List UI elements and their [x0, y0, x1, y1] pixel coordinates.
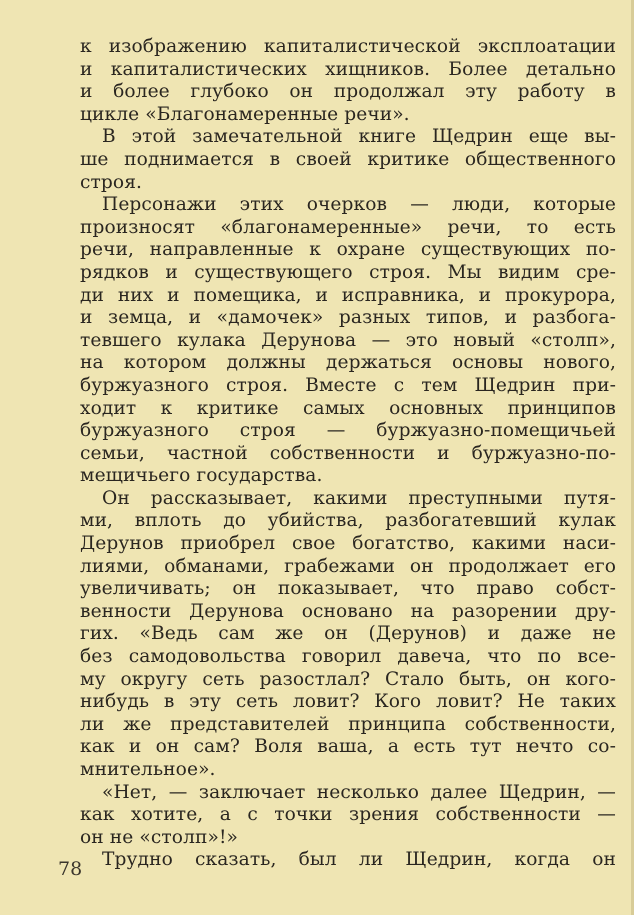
text-line: речи, направленные к охране существующих по- [80, 239, 616, 261]
text-line: гих. «Ведь сам же он (Дерунов) и даже не [80, 623, 616, 645]
text-line: без самодовольства говорил давеча, что по все- [80, 646, 616, 668]
page-body [80, 36, 616, 872]
text-line: строя. [80, 171, 143, 193]
text-line: му округу сеть разостлал? Стало быть, он кого- [80, 668, 616, 690]
text-line: Дерунов приобрел свое богатство, какими наси- [80, 533, 616, 555]
text-line: нибудь в эту сеть ловит? Кого ловит? Не таких [80, 691, 616, 713]
text-line: мнительное». [80, 759, 216, 780]
text-line: и более глубоко он продолжал эту работу в [80, 81, 616, 103]
text-line: рядков и существующего строя. Мы видим сре- [80, 261, 616, 283]
page-number: 78 [58, 858, 83, 880]
text-line: цикле «Благонамеренные речи». [80, 103, 410, 125]
text-line: В этой замечательной книге Щедрин еще вы- [102, 126, 616, 148]
text-line: ми, вплоть до убийства, разбогатевший кулак [80, 510, 616, 532]
text-line: ди них и помещика, и исправника, и прокурора, [80, 284, 616, 306]
text-line: на котором должны держаться основы нового, [80, 352, 616, 374]
text-line: ли же представителей принципа собственности, [80, 713, 616, 735]
text-line: Персонажи этих очерков — люди, которые [102, 194, 616, 216]
text-line: увеличивать; он показывает, что право собст- [80, 578, 616, 600]
text-line: Он рассказывает, какими преступными путя- [102, 487, 616, 509]
text-line: как хотите, а с точки зрения собственности — [80, 804, 616, 826]
text-line: ше поднимается в своей критике общественного [80, 148, 616, 170]
text-line: буржуазного строя. Вместе с тем Щедрин при- [80, 374, 616, 396]
text-line: буржуазного строя — буржуазно-помещичьей [80, 420, 616, 442]
text-line: он не «столп»!» [80, 826, 239, 848]
text-line: произносят «благонамеренные» речи, то есть [80, 216, 616, 238]
text-line: к изображению капиталистической эксплоатации [80, 36, 616, 57]
text-line: лиями, обманами, грабежами он продолжает его [80, 555, 616, 577]
text-line: ходит к критике самых основных принципов [80, 397, 616, 419]
text-line: и капиталистических хищников. Более детально [80, 58, 616, 80]
text-line: венности Дерунова основано на разорении дру- [80, 600, 616, 622]
text-line: как и он сам? Воля ваша, а есть тут нечто со- [80, 736, 616, 758]
text-line: мещичьего государства. [80, 465, 323, 487]
text-line: Трудно сказать, был ли Щедрин, когда он [102, 849, 616, 871]
text-line: тевшего кулака Дерунова — это новый «столп», [80, 329, 616, 351]
text-line: «Нет, — заключает несколько далее Щедрин, — [102, 781, 616, 803]
text-line: семьи, частной собственности и буржуазно-по- [80, 442, 616, 464]
text-line: и земца, и «дамочек» разных типов, и разбога- [80, 307, 616, 329]
